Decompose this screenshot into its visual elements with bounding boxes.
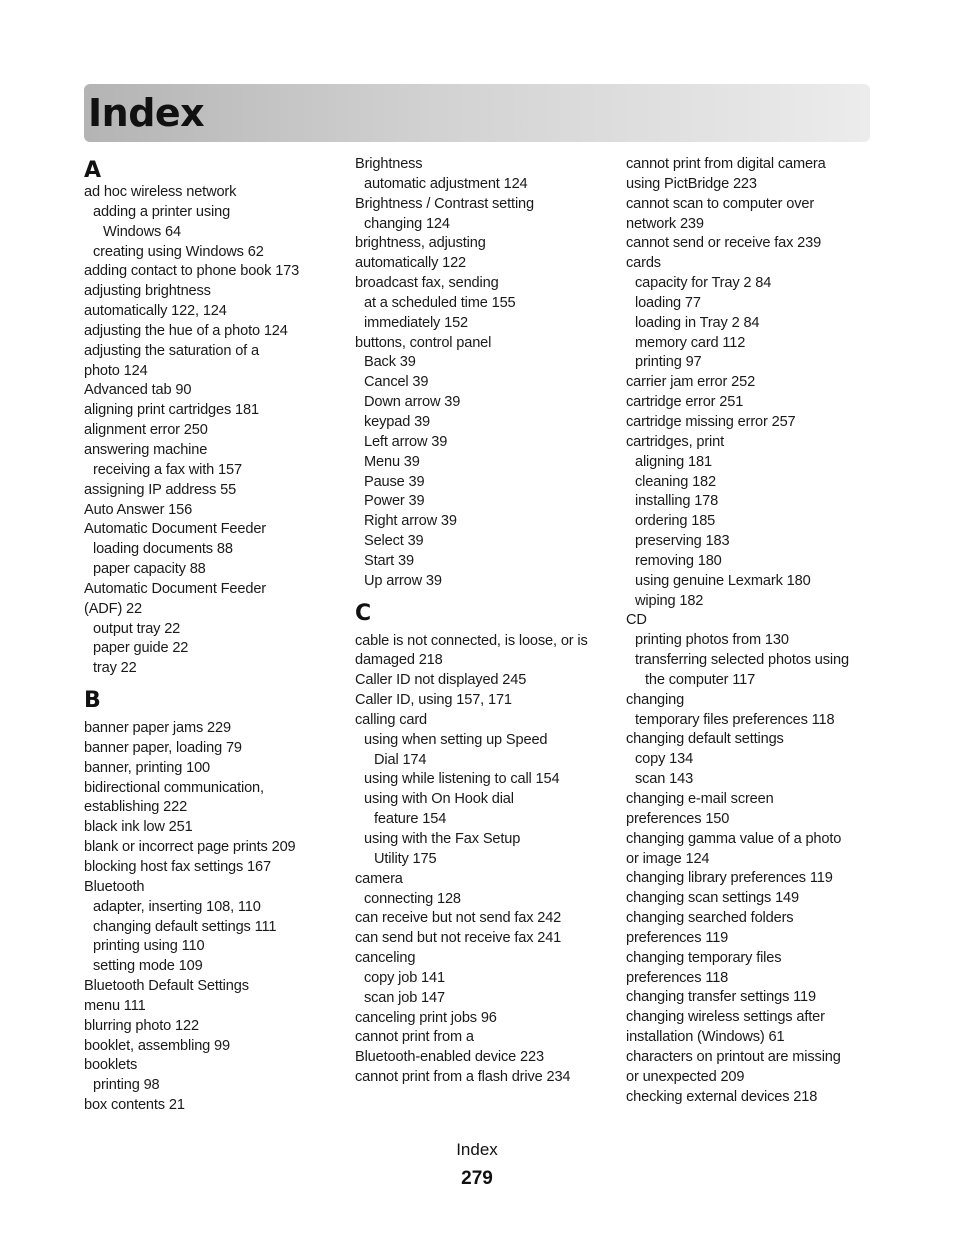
page-number: 279 — [461, 1168, 493, 1189]
index-entry: menu 111 — [84, 997, 146, 1014]
index-entry: cartridge missing error 257 — [626, 413, 796, 430]
index-subentry: scan 143 — [635, 771, 694, 788]
index-entry: Caller ID not displayed 245 — [355, 672, 527, 689]
index-entry: broadcast fax, sending — [355, 275, 499, 292]
index-subentry: changing 124 — [364, 215, 450, 232]
index-entry: changing scan settings 149 — [626, 890, 799, 907]
index-subentry: memory card 112 — [635, 334, 746, 351]
index-subentry: copy 134 — [635, 751, 694, 768]
index-subentry: creating using Windows 62 — [93, 243, 264, 260]
index-entry: preferences 119 — [626, 929, 729, 946]
index-subentry: using with On Hook dial — [364, 791, 514, 808]
index-subentry: copy job 141 — [364, 969, 445, 986]
index-entry: assigning IP address 55 — [84, 481, 237, 498]
index-entry: Brightness — [355, 156, 423, 172]
index-subentry: temporary files preferences 118 — [635, 711, 835, 728]
index-subentry: using when setting up Speed — [364, 731, 548, 748]
index-subentry: scan job 147 — [364, 989, 445, 1006]
index-entry: banner, printing 100 — [84, 759, 211, 776]
index-entry: Automatic Document Feeder — [84, 580, 266, 597]
index-entry: Bluetooth Default Settings — [84, 978, 249, 995]
index-entry: CD — [626, 612, 647, 629]
index-entry: calling card — [355, 711, 428, 728]
index-subentry: printing 98 — [93, 1077, 160, 1094]
index-subentry: Dial 174 — [374, 751, 427, 768]
index-entry: black ink low 251 — [84, 819, 193, 836]
index-subentry: changing default settings 111 — [93, 918, 277, 935]
section-letter-a: A — [84, 158, 101, 183]
index-subentry: Cancel 39 — [364, 374, 429, 391]
index-entry: establishing 222 — [84, 799, 188, 816]
index-subentry: cleaning 182 — [635, 473, 716, 490]
index-entry: cards — [626, 255, 661, 272]
index-entry: automatically 122 — [355, 255, 467, 272]
index-entry: adjusting brightness — [84, 283, 211, 300]
index-entry: or unexpected 209 — [626, 1068, 745, 1085]
index-entry: blocking host fax settings 167 — [84, 859, 271, 875]
index-entry: automatically 122, 124 — [84, 303, 227, 320]
index-entry: adjusting the saturation of a — [84, 342, 259, 359]
index-entry: adjusting the hue of a photo 124 — [84, 322, 288, 339]
index-subentry: Right arrow 39 — [364, 513, 457, 530]
index-entry: answering machine — [84, 441, 208, 458]
index-subentry: the computer 117 — [645, 671, 756, 688]
index-entry: cannot print from digital camera — [626, 156, 826, 172]
index-entry: installation (Windows) 61 — [626, 1029, 785, 1046]
index-subentry: setting mode 109 — [93, 958, 203, 975]
index-entry: box contents 21 — [84, 1097, 185, 1114]
entry-list — [355, 632, 613, 1088]
index-entry: carrier jam error 252 — [626, 374, 756, 391]
index-subentry: Up arrow 39 — [364, 572, 442, 589]
index-entry: changing transfer settings 119 — [626, 989, 816, 1006]
index-entry: cartridge error 251 — [626, 394, 744, 411]
index-subentry: aligning 181 — [635, 453, 712, 470]
entry-list — [626, 155, 888, 1108]
index-entry: Brightness / Contrast setting — [355, 195, 534, 212]
index-subentry: removing 180 — [635, 552, 722, 569]
index-subentry: installing 178 — [635, 493, 719, 510]
index-entry: photo 124 — [84, 362, 148, 379]
index-subentry: using genuine Lexmark 180 — [635, 572, 811, 589]
index-entry: using PictBridge 223 — [626, 175, 757, 192]
index-subentry: paper guide 22 — [93, 640, 189, 657]
index-entry: cable is not connected, is loose, or is — [355, 632, 588, 649]
index-subentry: capacity for Tray 2 84 — [635, 275, 772, 292]
index-subentry: output tray 22 — [93, 620, 181, 637]
index-entry: booklet, assembling 99 — [84, 1037, 230, 1054]
index-subentry: Start 39 — [364, 552, 414, 569]
index-entry: checking external devices 218 — [626, 1088, 818, 1105]
index-subentry: adapter, inserting 108, 110 — [93, 898, 261, 915]
index-entry: cannot scan to computer over — [626, 195, 815, 212]
index-entry: changing library preferences 119 — [626, 870, 833, 887]
index-column-3 — [626, 155, 888, 1108]
index-entry: (ADF) 22 — [84, 600, 142, 617]
index-subentry: adding a printer using — [93, 203, 231, 220]
section-letter-c: C — [355, 600, 371, 626]
index-entry: Bluetooth — [84, 878, 145, 895]
index-subentry: connecting 128 — [364, 890, 461, 907]
index-entry: network 239 — [626, 215, 704, 232]
index-entry: booklets — [84, 1057, 138, 1074]
index-entry: changing wireless settings after — [626, 1009, 825, 1026]
index-subentry: tray 22 — [93, 660, 137, 677]
entry-list — [355, 155, 613, 592]
index-subentry: Menu 39 — [364, 453, 420, 470]
index-subentry: loading in Tray 2 84 — [635, 314, 760, 331]
index-entry: alignment error 250 — [84, 422, 208, 439]
section-letter-b: B — [84, 688, 101, 714]
index-subentry: at a scheduled time 155 — [364, 294, 516, 311]
index-subentry: keypad 39 — [364, 413, 430, 430]
index-subentry: loading documents 88 — [93, 541, 233, 558]
index-subentry: loading 77 — [635, 294, 701, 311]
index-subentry: Utility 175 — [374, 850, 437, 867]
page-title: Index — [88, 91, 205, 135]
index-subentry: immediately 152 — [364, 314, 469, 331]
index-subentry: printing 97 — [635, 354, 702, 371]
index-entry: or image 124 — [626, 850, 710, 867]
index-entry: cannot print from a flash drive 234 — [355, 1069, 571, 1086]
index-entry: changing gamma value of a photo — [626, 830, 842, 847]
index-entry: banner paper jams 229 — [84, 720, 231, 737]
index-entry: bidirectional communication, — [84, 779, 264, 796]
index-entry: blank or incorrect page prints 209 — [84, 839, 296, 856]
index-subentry: ordering 185 — [635, 513, 716, 530]
index-subentry: Left arrow 39 — [364, 433, 448, 450]
title-banner — [84, 84, 870, 142]
index-entry: preferences 118 — [626, 969, 729, 986]
index-subentry: transferring selected photos using — [635, 652, 849, 669]
index-entry: adding contact to phone book 173 — [84, 263, 300, 280]
entry-list — [84, 183, 342, 679]
index-subentry: Back 39 — [364, 354, 416, 371]
index-entry: canceling — [355, 950, 416, 967]
index-entry: Caller ID, using 157, 171 — [355, 692, 512, 709]
index-subentry: automatic adjustment 124 — [364, 175, 528, 192]
index-entry: changing temporary files — [626, 949, 782, 966]
index-entry: aligning print cartridges 181 — [84, 402, 259, 419]
index-entry: changing e-mail screen — [626, 791, 774, 807]
index-subentry: wiping 182 — [635, 592, 704, 609]
index-subentry: Pause 39 — [364, 473, 425, 490]
index-subentry: preserving 183 — [635, 533, 730, 550]
index-subentry: printing photos from 130 — [635, 632, 789, 649]
index-entry: blurring photo 122 — [84, 1017, 199, 1034]
index-entry: ad hoc wireless network — [84, 184, 237, 200]
index-entry: can receive but not send fax 242 — [355, 910, 562, 927]
index-subentry: paper capacity 88 — [93, 561, 206, 578]
index-entry: brightness, adjusting — [355, 235, 486, 252]
index-entry: canceling print jobs 96 — [355, 1009, 497, 1026]
index-subentry: using while listening to call 154 — [364, 771, 560, 788]
index-entry: damaged 218 — [355, 652, 443, 669]
index-entry: changing — [626, 691, 685, 708]
index-entry: cannot send or receive fax 239 — [626, 235, 822, 252]
index-subentry: receiving a fax with 157 — [93, 461, 242, 478]
footer-section-label: Index — [456, 1140, 498, 1159]
index-subentry: Power 39 — [364, 493, 425, 510]
index-entry: buttons, control panel — [355, 334, 492, 351]
index-entry: characters on printout are missing — [626, 1048, 841, 1065]
index-column-1 — [84, 155, 342, 1116]
index-entry: Advanced tab 90 — [84, 382, 192, 399]
index-entry: changing default settings — [626, 731, 784, 748]
index-column-2 — [355, 155, 613, 1088]
index-entry: preferences 150 — [626, 810, 730, 827]
index-subentry: Windows 64 — [103, 223, 181, 240]
index-entry: camera — [355, 870, 403, 887]
index-entry: Bluetooth-enabled device 223 — [355, 1049, 544, 1066]
index-entry: banner paper, loading 79 — [84, 739, 242, 756]
index-subentry: Down arrow 39 — [364, 394, 461, 411]
index-entry: can send but not receive fax 241 — [355, 930, 562, 947]
index-subentry: printing using 110 — [93, 938, 205, 955]
index-entry: cartridges, print — [626, 433, 725, 450]
index-entry: Automatic Document Feeder — [84, 521, 266, 538]
index-entry: changing searched folders — [626, 910, 794, 927]
entry-list — [84, 719, 342, 1116]
index-subentry: feature 154 — [374, 811, 447, 828]
index-entry: cannot print from a — [355, 1029, 474, 1046]
index-subentry: Select 39 — [364, 533, 424, 550]
index-subentry: using with the Fax Setup — [364, 831, 521, 847]
index-entry: Auto Answer 156 — [84, 501, 193, 518]
